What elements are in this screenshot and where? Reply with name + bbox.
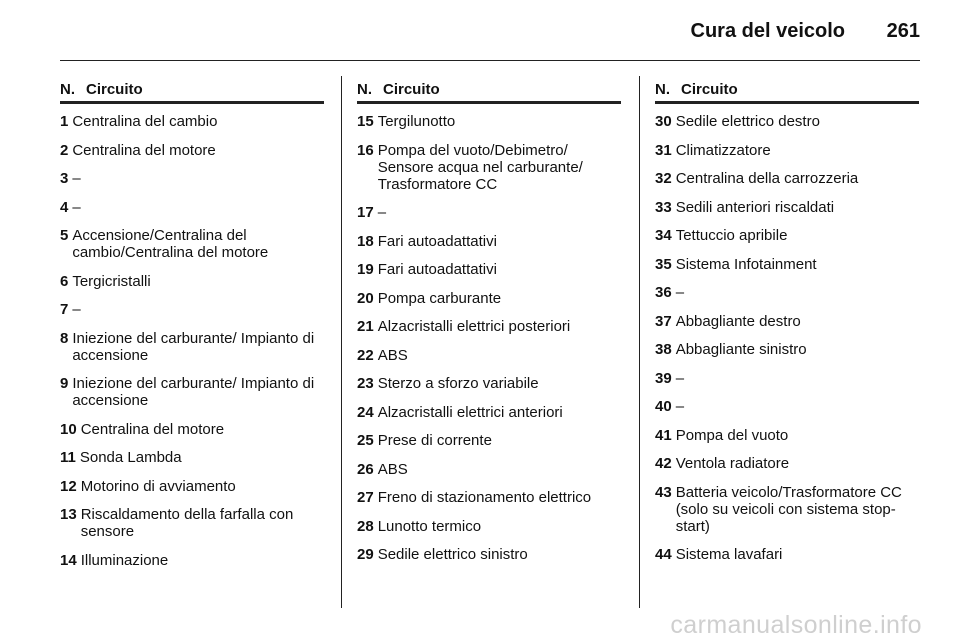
circuit-name: Alzacristalli elettrici posteriori xyxy=(377,318,571,335)
table-row xyxy=(60,449,324,466)
fuse-table-column-2 xyxy=(357,81,621,575)
circuit-name: Accensione/Centralina del cambio/Centralina del motore xyxy=(72,227,269,261)
header-circuit: Circuito xyxy=(383,81,440,98)
circuit-name: Tergilunotto xyxy=(377,113,456,130)
fuse-number: 44 xyxy=(655,546,672,563)
circuit-name: Iniezione del carburante/ Impianto di accensione xyxy=(72,375,315,409)
fuse-number: 37 xyxy=(655,312,672,330)
header-circuit: Circuito xyxy=(681,81,738,98)
circuit-name: Sedili anteriori riscaldati xyxy=(675,198,835,216)
circuit-name: Centralina della carrozzeria xyxy=(675,170,859,187)
circuit-name: Centralina del motore xyxy=(80,420,225,438)
fuse-rows xyxy=(60,113,324,569)
table-row xyxy=(60,506,324,540)
fuse-number: 16 xyxy=(357,141,374,159)
table-row xyxy=(357,318,621,335)
fuse-number: 26 xyxy=(357,460,374,478)
fuse-number: 38 xyxy=(655,341,672,358)
circuit-name: Sistema Infotainment xyxy=(675,255,817,273)
fuse-number: 34 xyxy=(655,227,672,244)
circuit-name: Pompa del vuoto/Debimetro/ Sensore acqua nel carburante/ Trasformatore CC xyxy=(377,141,583,193)
table-row xyxy=(60,199,324,216)
circuit-name: Batteria veicolo/Trasformatore CC (solo su veicoli con sistema stop-start) xyxy=(675,483,902,535)
circuit-name: Pompa del vuoto xyxy=(675,426,789,444)
circuit-name: Tettuccio apribile xyxy=(675,227,788,244)
table-row xyxy=(655,427,919,444)
header-number: N. xyxy=(357,81,372,98)
circuit-name: Pompa carburante xyxy=(377,289,502,307)
circuit-name: Sistema lavafari xyxy=(675,546,783,563)
table-header xyxy=(655,81,919,104)
table-row xyxy=(60,552,324,569)
table-row xyxy=(357,347,621,364)
circuit-name: – xyxy=(72,301,81,318)
fuse-number: 12 xyxy=(60,477,77,495)
column-divider xyxy=(639,76,640,608)
fuse-table-column-1 xyxy=(60,81,324,580)
circuit-name: – xyxy=(675,398,685,415)
table-row xyxy=(655,313,919,330)
table-row xyxy=(60,421,324,438)
circuit-name: ABS xyxy=(377,346,408,364)
fuse-number: 8 xyxy=(60,329,69,347)
circuit-name: Illuminazione xyxy=(80,551,169,569)
circuit-name: Prese di corrente xyxy=(377,432,492,449)
table-row xyxy=(357,375,621,392)
fuse-number: 39 xyxy=(655,369,672,387)
page-number: 261 xyxy=(886,20,920,42)
watermark: carmanualsonline.info xyxy=(670,611,922,639)
fuse-number: 15 xyxy=(357,113,374,130)
fuse-number: 35 xyxy=(655,255,672,273)
table-row xyxy=(655,370,919,387)
table-row xyxy=(357,489,621,506)
fuse-number: 30 xyxy=(655,113,672,130)
fuse-number: 24 xyxy=(357,403,374,421)
fuse-number: 33 xyxy=(655,198,672,216)
header-number: N. xyxy=(655,81,670,98)
fuse-number: 25 xyxy=(357,432,374,449)
fuse-number: 43 xyxy=(655,483,672,501)
fuse-rows xyxy=(655,113,919,563)
table-row xyxy=(357,461,621,478)
circuit-name: Abbagliante destro xyxy=(675,312,801,330)
fuse-number: 4 xyxy=(60,198,69,216)
fuse-table-column-3 xyxy=(655,81,919,575)
fuse-number: 14 xyxy=(60,551,77,569)
fuse-number: 27 xyxy=(357,489,374,506)
fuse-number: 31 xyxy=(655,141,672,159)
circuit-name: Freno di stazionamento elettrico xyxy=(377,489,592,506)
table-row xyxy=(60,170,324,187)
circuit-name: Centralina del cambio xyxy=(72,113,218,130)
fuse-number: 17 xyxy=(357,204,374,221)
table-row xyxy=(655,227,919,244)
fuse-number: 22 xyxy=(357,346,374,364)
table-row xyxy=(60,227,324,261)
fuse-number: 19 xyxy=(357,261,374,278)
table-row xyxy=(60,330,324,364)
circuit-name: – xyxy=(377,204,387,221)
fuse-number: 40 xyxy=(655,398,672,415)
fuse-rows xyxy=(357,113,621,563)
circuit-name: – xyxy=(675,369,685,387)
table-row xyxy=(60,301,324,318)
table-row xyxy=(357,233,621,250)
fuse-number: 7 xyxy=(60,301,69,318)
fuse-number: 11 xyxy=(60,449,76,466)
table-row xyxy=(655,484,919,535)
table-row xyxy=(655,546,919,563)
fuse-number: 20 xyxy=(357,289,374,307)
circuit-name: Sedile elettrico sinistro xyxy=(377,546,528,563)
circuit-name: Iniezione del carburante/ Impianto di accensione xyxy=(72,329,315,364)
page-header xyxy=(60,0,920,61)
circuit-name: Fari autoadattativi xyxy=(377,232,497,250)
fuse-number: 32 xyxy=(655,170,672,187)
fuse-number: 29 xyxy=(357,546,374,563)
table-row xyxy=(60,142,324,159)
fuse-number: 6 xyxy=(60,272,69,290)
table-row xyxy=(60,113,324,130)
table-row xyxy=(357,142,621,193)
header-number: N. xyxy=(60,81,75,98)
fuse-number: 2 xyxy=(60,141,69,159)
circuit-name: Riscaldamento della farfalla con sensore xyxy=(80,506,294,540)
circuit-name: Motorino di avviamento xyxy=(80,477,236,495)
table-row xyxy=(60,273,324,290)
table-row xyxy=(655,170,919,187)
table-row xyxy=(357,518,621,535)
table-row xyxy=(655,256,919,273)
fuse-number: 28 xyxy=(357,517,374,535)
table-row xyxy=(357,113,621,130)
fuse-number: 23 xyxy=(357,375,374,392)
table-row xyxy=(655,199,919,216)
circuit-name: – xyxy=(675,284,685,301)
circuit-name: Sedile elettrico destro xyxy=(675,113,820,130)
table-row xyxy=(655,455,919,472)
table-row xyxy=(655,341,919,358)
table-row xyxy=(60,478,324,495)
circuit-name: Ventola radiatore xyxy=(675,455,790,472)
circuit-name: Sterzo a sforzo variabile xyxy=(377,375,539,392)
fuse-number: 1 xyxy=(60,113,69,130)
table-row xyxy=(655,284,919,301)
table-row xyxy=(655,398,919,415)
circuit-name: Climatizzatore xyxy=(675,141,771,159)
fuse-number: 13 xyxy=(60,506,77,523)
table-row xyxy=(655,113,919,130)
fuse-number: 42 xyxy=(655,455,672,472)
header-circuit: Circuito xyxy=(86,81,143,98)
fuse-number: 41 xyxy=(655,426,672,444)
circuit-name: – xyxy=(72,198,81,216)
circuit-name: Lunotto termico xyxy=(377,517,482,535)
table-row xyxy=(357,261,621,278)
circuit-name: Sonda Lambda xyxy=(79,449,182,466)
fuse-number: 10 xyxy=(60,420,77,438)
table-header xyxy=(357,81,621,104)
table-row xyxy=(357,204,621,221)
fuse-number: 21 xyxy=(357,318,374,335)
table-row xyxy=(357,404,621,421)
table-row xyxy=(655,142,919,159)
table-header xyxy=(60,81,324,104)
table-row xyxy=(357,290,621,307)
fuse-number: 9 xyxy=(60,375,69,392)
circuit-name: Centralina del motore xyxy=(72,141,216,159)
table-row xyxy=(357,432,621,449)
circuit-name: Alzacristalli elettrici anteriori xyxy=(377,403,563,421)
fuse-number: 36 xyxy=(655,284,672,301)
fuse-number: 3 xyxy=(60,170,69,187)
circuit-name: Fari autoadattativi xyxy=(377,261,497,278)
table-row xyxy=(60,375,324,409)
column-divider xyxy=(341,76,342,608)
section-title: Cura del veicolo xyxy=(690,20,845,42)
circuit-name: ABS xyxy=(377,460,408,478)
circuit-name: – xyxy=(72,170,81,187)
fuse-number: 18 xyxy=(357,232,374,250)
fuse-number: 5 xyxy=(60,227,69,244)
circuit-name: Tergicristalli xyxy=(72,272,151,290)
circuit-name: Abbagliante sinistro xyxy=(675,341,807,358)
table-row xyxy=(357,546,621,563)
